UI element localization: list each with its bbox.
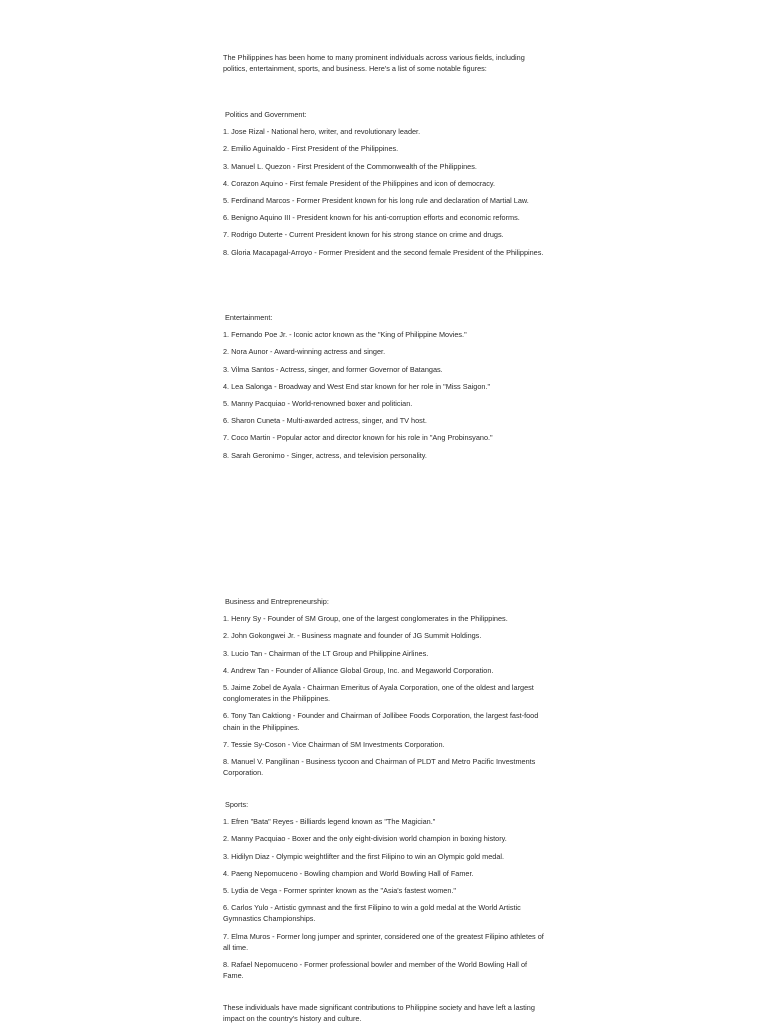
section-politics: [223, 109, 545, 258]
list-item: 8. Gloria Macapagal-Arroyo - Former President and the second female President of the Philippines.: [223, 247, 544, 257]
list-item: 3. Vilma Santos - Actress, singer, and former Governor of Batangas.: [223, 364, 443, 374]
section-entertainment: [223, 312, 545, 461]
list-item: 1. Jose Rizal - National hero, writer, and revolutionary leader.: [223, 127, 421, 137]
section-heading: Entertainment:: [225, 313, 273, 322]
list-item: 8. Rafael Nepomuceno - Former professional bowler and member of the World Bowling Hall of Fame.: [223, 960, 528, 981]
list-item: 6. Tony Tan Caktiong - Founder and Chairman of Jollibee Foods Corporation, the largest fast-food chain in the Philippines.: [223, 711, 539, 732]
list-item: 4. Corazon Aquino - First female President of the Philippines and icon of democracy.: [223, 178, 496, 188]
list-item: 6. Sharon Cuneta - Multi-awarded actress, singer, and TV host.: [223, 416, 427, 426]
list-item: 5. Lydia de Vega - Former sprinter known as the "Asia's fastest women.": [223, 886, 457, 896]
list-item: 7. Tessie Sy-Coson - Vice Chairman of SM Investments Corporation.: [223, 739, 445, 749]
list-item: 1. Fernando Poe Jr. - Iconic actor known as the "King of Philippine Movies.": [223, 330, 467, 340]
list-item: 6. Carlos Yulo - Artistic gymnast and the first Filipino to win a gold medal at the World Artistic Gymnastics Championships.: [223, 903, 521, 924]
list-item: 1. Henry Sy - Founder of SM Group, one of the largest conglomerates in the Philippines.: [223, 614, 508, 624]
list-item: 3. Hidilyn Diaz - Olympic weightlifter and the first Filipino to win an Olympic gold medal.: [223, 851, 505, 861]
list-item: 1. Efren "Bata" Reyes - Billiards legend known as "The Magician.": [223, 817, 436, 827]
closing-paragraph: These individuals have made significant contributions to Philippine society and have left a lasting impact on the country's history and culture.: [223, 1003, 535, 1024]
list-item: 5. Jaime Zobel de Ayala - Chairman Emeritus of Ayala Corporation, one of the oldest and largest conglomerates in the Philippines.: [223, 683, 534, 704]
list-item: 2. Emilio Aguinaldo - First President of the Philippines.: [223, 144, 399, 154]
list-item: 3. Manuel L. Quezon - First President of the Commonwealth of the Philippines.: [223, 161, 477, 171]
section-business: [223, 596, 545, 778]
list-item: 7. Rodrigo Duterte - Current President known for his strong stance on crime and drugs.: [223, 230, 504, 240]
intro-paragraph: The Philippines has been home to many prominent individuals across various fields, including politics, entertainment, sports, and business. Here's a list of some notable figures:: [223, 53, 525, 74]
list-item: 6. Benigno Aquino III - President known for his anti-corruption efforts and economic reforms.: [223, 213, 520, 223]
section-heading: Politics and Government:: [225, 110, 307, 119]
list-item: 4. Lea Salonga - Broadway and West End star known for her role in "Miss Saigon.": [223, 381, 491, 391]
list-item: 7. Coco Martin - Popular actor and director known for his role in "Ang Probinsyano.": [223, 433, 493, 443]
section-heading: Sports:: [225, 800, 249, 809]
list-item: 4. Paeng Nepomuceno - Bowling champion and World Bowling Hall of Famer.: [223, 868, 474, 878]
section-heading: Business and Entrepreneurship:: [225, 597, 329, 606]
list-item: 2. Manny Pacquiao - Boxer and the only eight-division world champion in boxing history.: [223, 834, 507, 844]
list-item: 7. Elma Muros - Former long jumper and sprinter, considered one of the greatest Filipino athletes of all time.: [223, 931, 544, 952]
list-item: 3. Lucio Tan - Chairman of the LT Group and Philippine Airlines.: [223, 648, 429, 658]
list-item: 2. Nora Aunor - Award-winning actress and singer.: [223, 347, 386, 357]
list-item: 2. John Gokongwei Jr. - Business magnate and founder of JG Summit Holdings.: [223, 631, 482, 641]
list-item: 4. Andrew Tan - Founder of Alliance Global Group, Inc. and Megaworld Corporation.: [223, 665, 494, 675]
list-item: 5. Manny Pacquiao - World-renowned boxer and politician.: [223, 399, 413, 409]
list-item: 8. Manuel V. Pangilinan - Business tycoon and Chairman of PLDT and Metro Pacific Investments Corporation.: [223, 757, 536, 778]
list-item: 8. Sarah Geronimo - Singer, actress, and television personality.: [223, 450, 427, 460]
list-item: 5. Ferdinand Marcos - Former President known for his long rule and declaration of Martial Law.: [223, 196, 529, 206]
section-sports: [223, 799, 545, 981]
